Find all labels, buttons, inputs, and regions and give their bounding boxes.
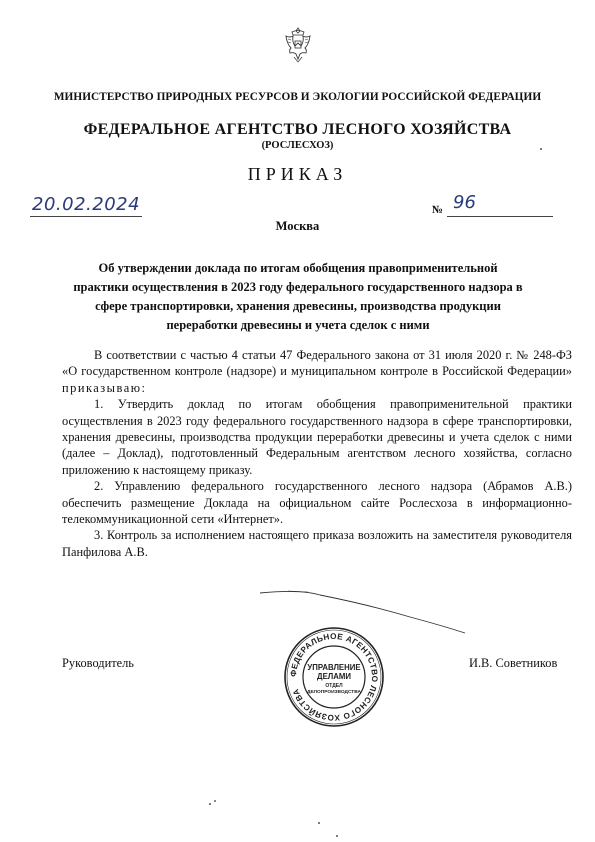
- scan-speck: [318, 822, 320, 824]
- agency-abbreviation: (РОСЛЕСХОЗ): [261, 140, 334, 151]
- agency-name: ФЕДЕРАЛЬНОЕ АГЕНТСТВО ЛЕСНОГО ХОЗЯЙСТВА: [83, 121, 512, 138]
- order-number: 96: [453, 192, 476, 213]
- item-1: 1. Утвердить доклад по итогам обобщения правоприменительной практики осуществления в 2023 году федерального государственного надзора в сфере транспортировки, хранения древесины, производства продукции переработки древесины и учета сделок с ними (далее – Доклад), подготовленный Федеральным агентством лесного хозяйства, согласно приложению к настоящему приказу.: [62, 397, 572, 477]
- stamp-line-1: УПРАВЛЕНИЕ: [307, 663, 361, 672]
- preamble-text: В соответствии с частью 4 статьи 47 Федерального закона от 31 июля 2020 г. № 248-ФЗ «О государственном контроле (надзоре) и муниципальном контроле в Российской Федерации»: [62, 348, 572, 379]
- scan-speck: [209, 803, 211, 805]
- stamp-line-4: ДЕЛОПРОИЗВОДСТВА: [307, 690, 361, 695]
- date-underline: [30, 216, 142, 217]
- stamp-ring-text: ФЕДЕРАЛЬНОЕ АГЕНТСТВО ЛЕСНОГО ХОЗЯЙСТВА: [288, 631, 380, 723]
- document-body: [62, 347, 572, 560]
- order-date: 20.02.2024: [32, 194, 141, 215]
- preamble: [62, 347, 572, 396]
- stamp-line-2: ДЕЛАМИ: [317, 672, 351, 681]
- item-2: 2. Управлению федерального государственного лесного надзора (Абрамов А.В.) обеспечить размещение Доклада на официальном сайте Рослесхоза в информационно-телекоммуникационной сети «Интернет».: [62, 479, 572, 527]
- document-type: ПРИКАЗ: [247, 164, 348, 184]
- city: Москва: [275, 219, 320, 233]
- scan-speck: [540, 148, 542, 150]
- document-title: Об утверждении доклада по итогам обобщения правоприменительной практики осуществления в 2023 году федерального государственного надзора в сфере транспортировки, хранения древесины, производства продукции переработки древесины и учета сделок с ними: [73, 261, 523, 332]
- scan-speck: [336, 835, 338, 837]
- scan-speck: [214, 800, 216, 802]
- item-3: 3. Контроль за исполнением настоящего приказа возложить на заместителя руководителя Панфилова А.В.: [62, 528, 572, 559]
- order-number-label: №: [432, 204, 444, 216]
- ministry-name: МИНИСТЕРСТВО ПРИРОДНЫХ РЕСУРСОВ И ЭКОЛОГИИ РОССИЙСКОЙ ФЕДЕРАЦИИ: [53, 91, 542, 103]
- number-underline: [447, 216, 553, 217]
- order-verb: приказываю:: [62, 380, 147, 395]
- signatory-name: И.В. Советников: [469, 656, 558, 670]
- coat-of-arms-icon: [282, 26, 314, 64]
- signatory-position: Руководитель: [62, 656, 134, 670]
- stamp-line-3: ОТДЕЛ: [325, 683, 343, 689]
- office-stamp: [283, 626, 385, 728]
